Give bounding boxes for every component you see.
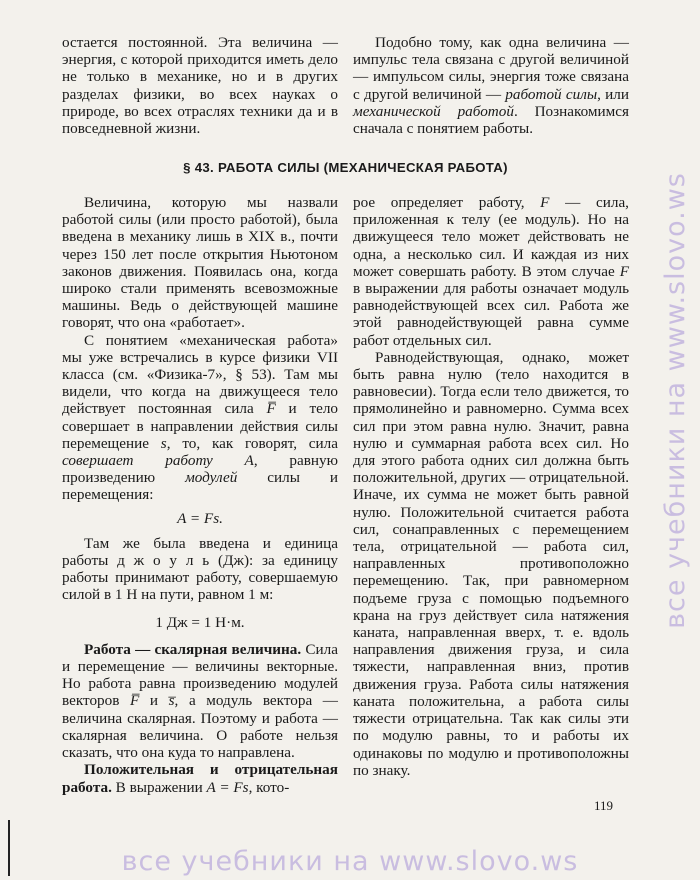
text-run: , равную произведению: [62, 452, 338, 487]
watermark-bottom: все учебники на www.slovo.ws: [121, 846, 579, 877]
text-run: , то, как говорят, сила: [166, 434, 338, 452]
inline-formula: A = Fs: [206, 778, 249, 796]
paragraph: [353, 34, 629, 137]
watermark-text: все учебники на www.slovo.ws: [659, 171, 691, 629]
text-run: силы и перемещения:: [62, 469, 338, 504]
paragraph: [62, 761, 338, 795]
emphasis-does-work: совершает работу A: [62, 452, 254, 470]
paragraph: [62, 641, 338, 761]
subheading-positive-negative: Положительная и отрицательная работа.: [62, 761, 338, 796]
paragraph: [62, 34, 338, 137]
paragraph: Там же была введена и единица работы д ж о у л ь (Дж): за единицу работы принимают работу, совершаемую силой в 1 Н на пути, равном 1 м:: [62, 534, 338, 604]
text-column-top-right: [353, 34, 629, 137]
symbol-displacement-vector: s̅: [168, 692, 175, 710]
emphasis-work-of-force: работой силы: [505, 85, 598, 103]
page-number: 119: [594, 798, 614, 813]
paragraph: [62, 332, 338, 504]
text-run: В выражении: [111, 778, 207, 796]
text-run: , или: [597, 85, 629, 103]
scan-margin-line: [8, 820, 10, 876]
text-column-left: [62, 194, 338, 796]
text-column-top-left: [62, 34, 338, 137]
text-run: и: [139, 692, 169, 710]
symbol-displacement: s: [160, 434, 167, 452]
watermark-vertical: [655, 20, 695, 780]
paragraph: Равнодействующая, однако, может быть равна нулю (тело находится в равновесии). Тогда если тело движется, то прямолинейно и равномерно. Сумма всех сил при этом равна нулю. Значит, равна нулю и суммарная работа всех сил. Но для этого работа одних сил должна быть положительной, других — отрицательной. Иначе, их сумма не может быть равной нулю. Положительной считается работа сил, сонаправленных с перемещением тела, отрицательной — работа сил, направленных противоположно перемещению. Так, при равномерном подъеме груза с помощью подъемного крана на груз действует сила натяжения каната, направленная вверх, т. е. вдоль направления движения груза, и сила тяжести, направленная вниз, против движения груза. Работа силы натяжения каната положительна, а работа силы тяжести отрицательна. Так как силы эти по модулю равны, то и работы их одинаковы по модулю и противоположны по знаку.: [353, 348, 629, 779]
text-run: . Познакомимся сначала с понятием работы.: [353, 102, 629, 138]
subheading-scalar: Работа — скалярная величина.: [84, 640, 302, 658]
text-run: в выражении для работы означает модуль равнодействующей всех сил. Работа же этой равнодействующей равна сумме работ отдельных сил.: [353, 280, 629, 349]
text-run: Подобно тому, как одна величина — импульс тела связана с другой величиной — импульсом силы, энергия тоже связана с другой величиной —: [353, 34, 629, 103]
section-heading: § 43. РАБОТА СИЛЫ (МЕХАНИЧЕСКАЯ РАБОТА): [183, 160, 508, 175]
text-run: — сила, приложенная к телу (ее модуль). Но на движущееся тело может действовать не одна, а несколько сил. И каждая из них может совершать работу. В этом случае: [353, 194, 629, 280]
text-run: Сила и перемещение — величины векторные. Но работа равна произведению модулей векторов: [62, 640, 338, 710]
emphasis-modules: модулей: [185, 469, 238, 487]
text-column-right: [353, 194, 629, 779]
text-run: , кото-: [248, 778, 290, 796]
text-run: рое определяет работу,: [353, 194, 541, 211]
text-run: , а модуль вектора — величина скалярная. Поэтому и работа — скалярная величина. О работе нельзя сказать, что она куда то направлена.: [62, 692, 338, 762]
paragraph-text: остается постоянной. Эта величина — энергия, с которой приходится иметь дело не только в механике, но и в других разделах физики, во всех науках о природе, во всех отраслях техники да и в повседневной жизни.: [62, 34, 338, 138]
symbol-force: F: [619, 262, 629, 280]
text-run: и тело совершает в направлении действия силы перемещение: [62, 400, 339, 452]
emphasis-mechanical-work: механической работой: [353, 102, 514, 120]
text-run: С понятием «механическая работа» мы уже встречались в курсе физики VII класса (см. «Физика-7», § 53). Там мы видели, что когда на движущееся тело действует постоянная сила: [62, 331, 338, 418]
formula-work: A = Fs.: [177, 509, 223, 527]
paragraph: Величина, которую мы назвали работой силы (или просто работой), была введена в механику лишь в XIX в., почти через 150 лет после открытия Ньютоном законов движения. Появилась она, когда широко стали применять всевозможные машины. Ведь о действующей машине говорят, что она «работает».: [62, 194, 338, 332]
symbol-force: F: [540, 194, 550, 211]
formula-joule: 1 Дж = 1 Н·м.: [155, 613, 245, 631]
paragraph: [353, 194, 629, 349]
symbol-force-vector: F̅: [130, 692, 140, 710]
symbol-force-vector: F̅: [266, 400, 276, 418]
